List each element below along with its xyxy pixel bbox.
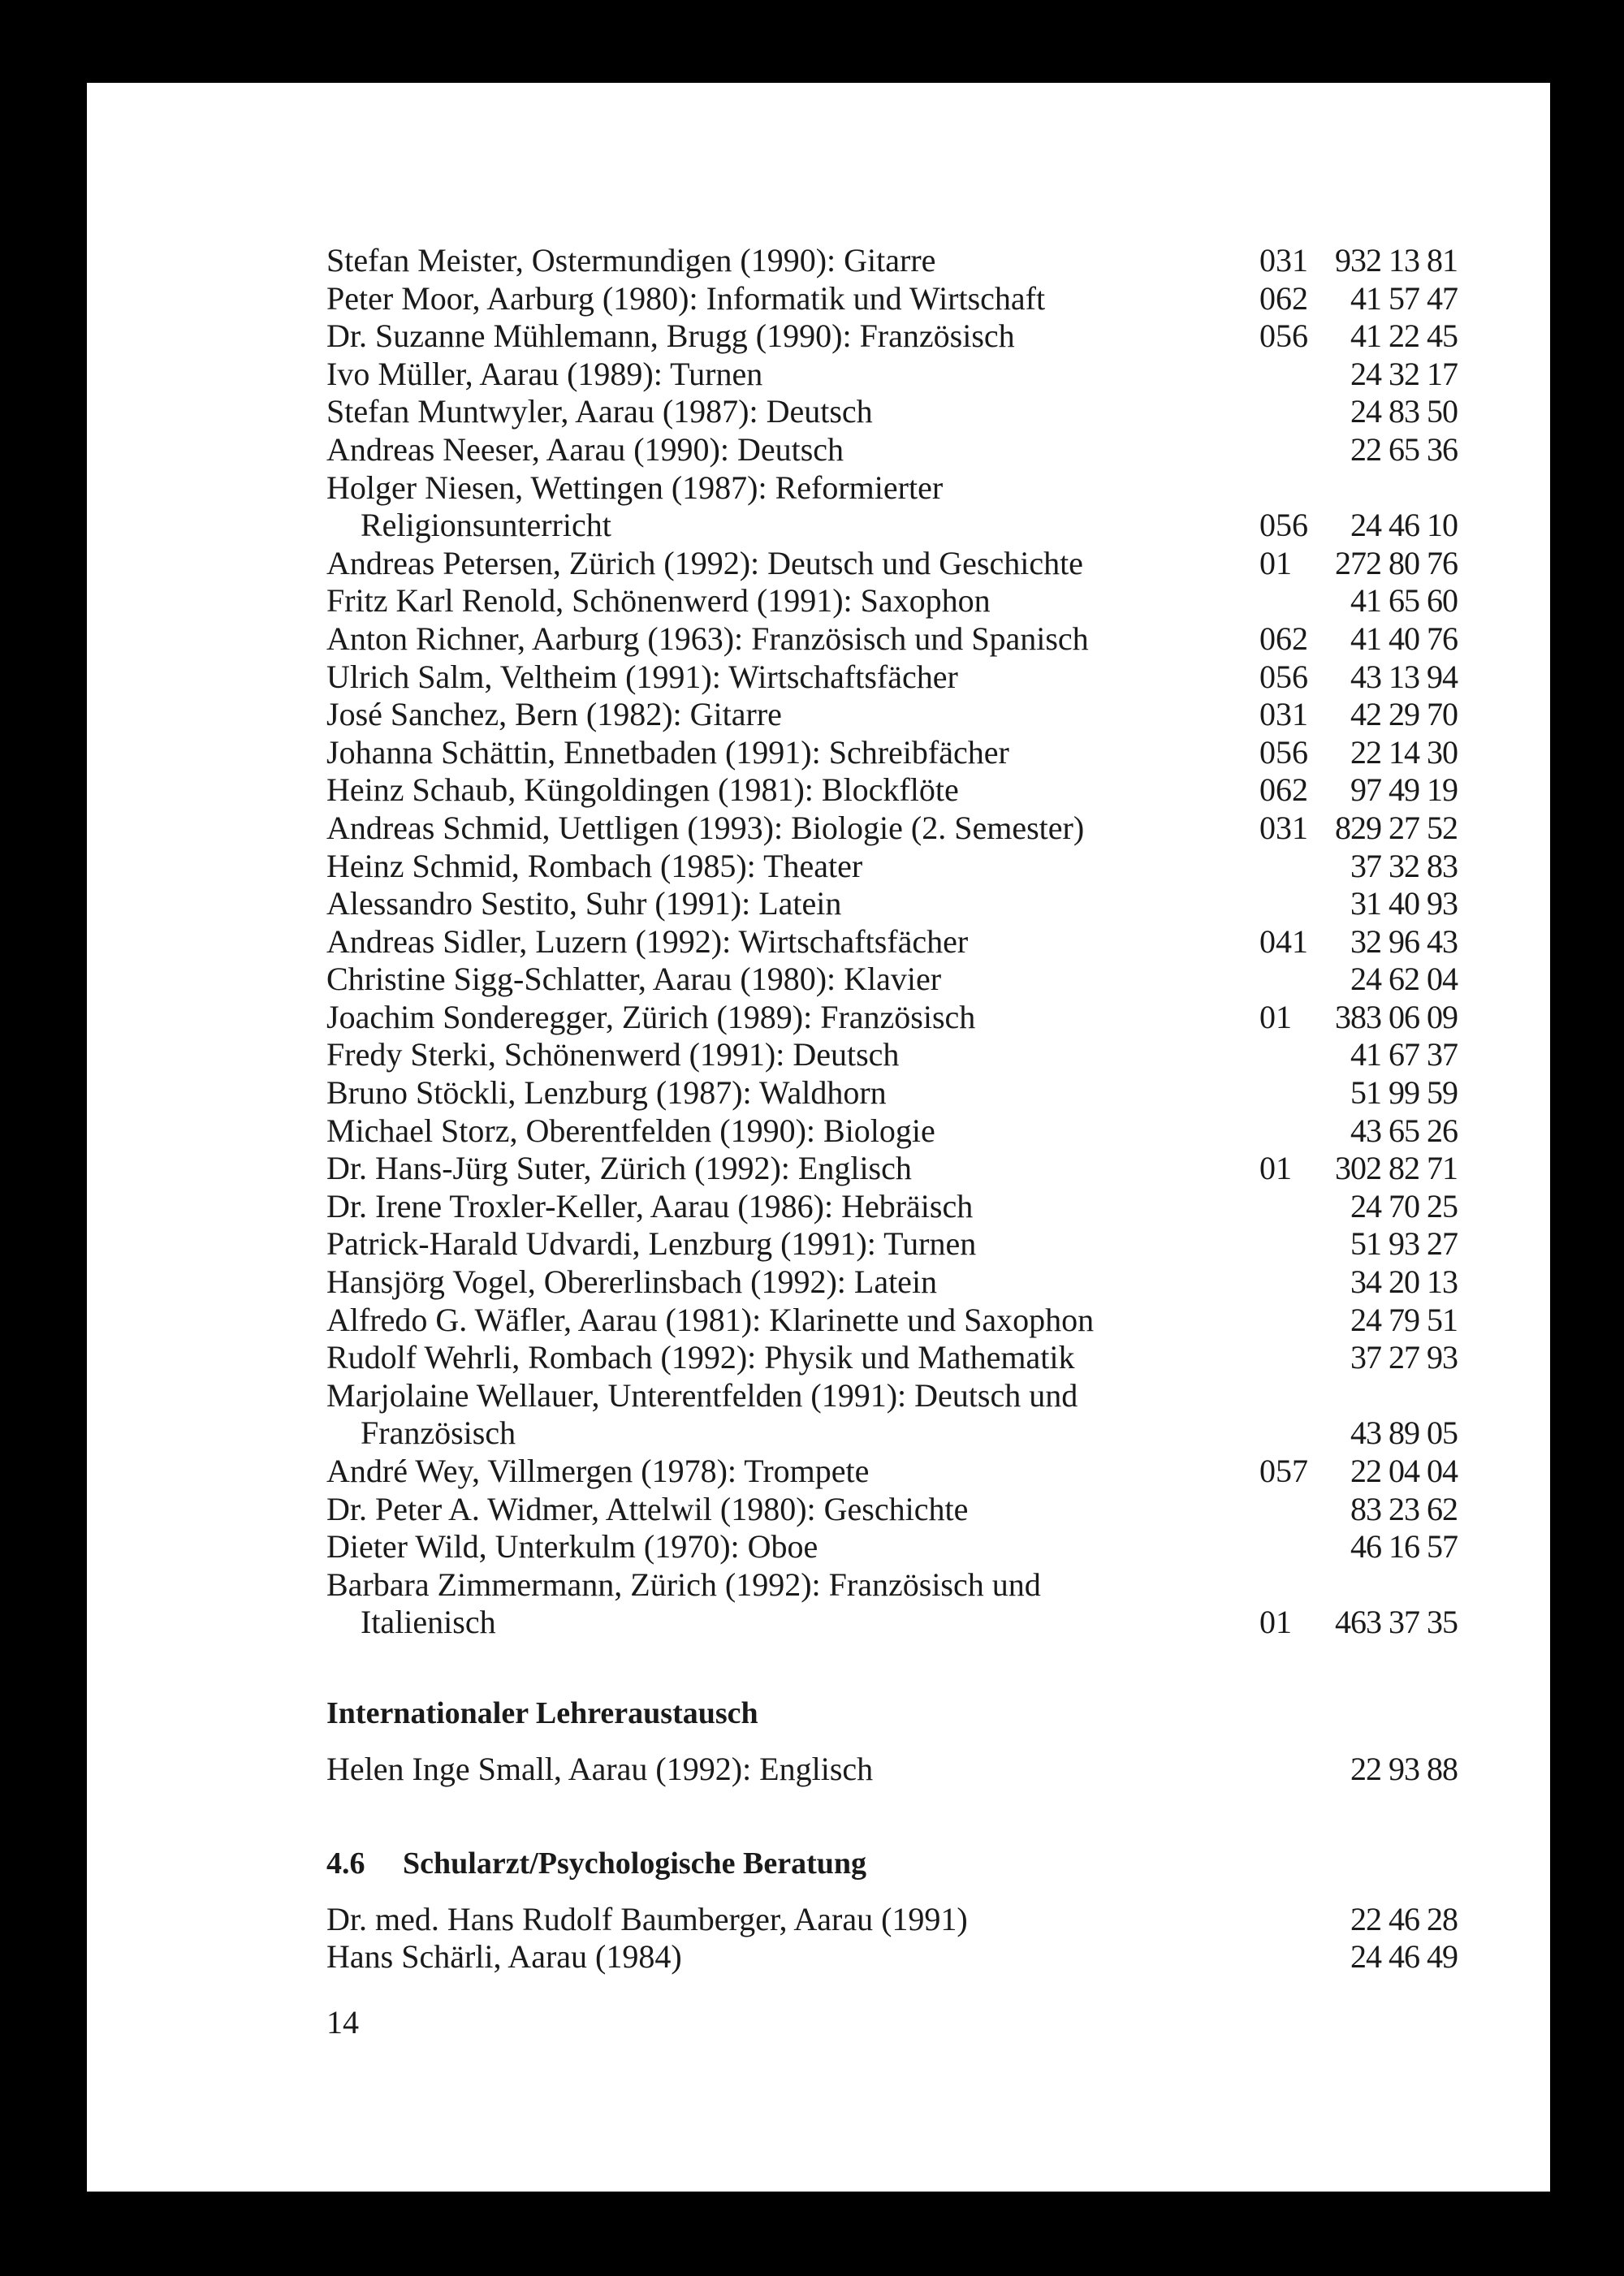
- list-entry: [326, 961, 1463, 999]
- entry-text: Dr. Peter A. Widmer, Attelwil (1980): Geschichte: [326, 1490, 969, 1527]
- phone-number: 41 22 45: [1350, 317, 1458, 355]
- list-entry: [326, 1263, 1463, 1302]
- entry-text: André Wey, Villmergen (1978): Trompete: [326, 1453, 870, 1489]
- section-number: 4.6: [326, 1846, 365, 1881]
- section-heading-exchange: Internationaler Lehreraustausch: [326, 1695, 758, 1730]
- entry-text: Dr. med. Hans Rudolf Baumberger, Aarau (1991): [326, 1900, 968, 1937]
- list-entry: [326, 582, 1463, 620]
- entry-text: Dr. Hans-Jürg Suter, Zürich (1992): Englisch: [326, 1150, 912, 1187]
- list-entry-continuation: [326, 1414, 1463, 1453]
- area-code: 062: [1259, 771, 1308, 809]
- entry-text-continuation: Französisch: [361, 1414, 516, 1452]
- phone-number: 43 89 05: [1350, 1414, 1458, 1452]
- area-code: 01: [1259, 1604, 1292, 1641]
- entry-text: Dr. Irene Troxler-Keller, Aarau (1986): Hebräisch: [326, 1187, 974, 1224]
- area-code: 01: [1259, 544, 1292, 581]
- list-entry: [326, 1566, 1463, 1604]
- list-entry: [326, 659, 1463, 697]
- phone-number: 302 82 71: [1335, 1150, 1458, 1187]
- entry-text: Andreas Neeser, Aarau (1990): Deutsch: [326, 430, 844, 468]
- phone-number: 24 46 10: [1350, 507, 1458, 544]
- area-code: 031: [1259, 242, 1308, 279]
- list-entry: [326, 696, 1463, 734]
- phone-number: 51 93 27: [1350, 1225, 1458, 1263]
- phone-number: 37 27 93: [1350, 1339, 1458, 1376]
- entry-text: Fritz Karl Renold, Schönenwerd (1991): Saxophon: [326, 582, 991, 620]
- list-entry: [326, 469, 1463, 507]
- phone-number: 24 62 04: [1350, 961, 1458, 998]
- entry-text: Marjolaine Wellauer, Unterentfelden (1991): Deutsch und: [326, 1376, 1078, 1414]
- phone-number: 43 13 94: [1350, 658, 1458, 695]
- entry-text: Andreas Sidler, Luzern (1992): Wirtschaftsfächer: [326, 922, 969, 960]
- entry-text: Helen Inge Small, Aarau (1992): Englisch: [326, 1750, 874, 1787]
- exchange-list: [326, 1751, 1463, 1789]
- list-entry: [326, 1150, 1463, 1188]
- list-entry: [326, 885, 1463, 923]
- entry-text: Barbara Zimmermann, Zürich (1992): Französisch und: [326, 1566, 1041, 1603]
- entry-text: Ulrich Salm, Veltheim (1991): Wirtschaftsfächer: [326, 658, 958, 695]
- list-entry: [326, 393, 1463, 431]
- phone-number: 46 16 57: [1350, 1528, 1458, 1566]
- phone-number: 41 57 47: [1350, 279, 1458, 317]
- area-code: 01: [1259, 1150, 1292, 1187]
- area-code: 041: [1259, 922, 1308, 960]
- school-doctor-list: [326, 1901, 1463, 1976]
- entry-text-continuation: Italienisch: [361, 1604, 496, 1641]
- phone-number: 32 96 43: [1350, 922, 1458, 960]
- list-entry: [326, 1938, 1463, 1976]
- list-entry: [326, 242, 1463, 280]
- list-entry: [326, 1528, 1463, 1566]
- list-entry: [326, 1751, 1463, 1789]
- list-entry: [326, 999, 1463, 1037]
- phone-number: 272 80 76: [1335, 544, 1458, 581]
- section-heading-4-6: [326, 1845, 1463, 1883]
- phone-number: 829 27 52: [1335, 809, 1458, 846]
- document-page: [87, 83, 1550, 2192]
- phone-number: 34 20 13: [1350, 1263, 1458, 1301]
- entry-text: Patrick-Harald Udvardi, Lenzburg (1991): Turnen: [326, 1225, 977, 1263]
- list-entry: [326, 431, 1463, 469]
- list-entry: [326, 1074, 1463, 1112]
- entry-text: Anton Richner, Aarburg (1963): Französisch und Spanisch: [326, 620, 1089, 657]
- entry-text: Heinz Schaub, Küngoldingen (1981): Blockflöte: [326, 771, 959, 809]
- phone-number: 31 40 93: [1350, 885, 1458, 922]
- phone-number: 24 70 25: [1350, 1187, 1458, 1224]
- entry-text: Rudolf Wehrli, Rombach (1992): Physik und Mathematik: [326, 1339, 1075, 1376]
- area-code: 056: [1259, 733, 1308, 771]
- phone-number: 42 29 70: [1350, 696, 1458, 733]
- area-code: 057: [1259, 1453, 1308, 1489]
- entry-text: Bruno Stöckli, Lenzburg (1987): Waldhorn: [326, 1074, 887, 1112]
- list-entry: [326, 545, 1463, 583]
- entry-text: Ivo Müller, Aarau (1989): Turnen: [326, 355, 763, 392]
- phone-number: 932 13 81: [1335, 242, 1458, 279]
- phone-number: 41 67 37: [1350, 1036, 1458, 1073]
- area-code: 056: [1259, 317, 1308, 355]
- entry-text: Peter Moor, Aarburg (1980): Informatik und Wirtschaft: [326, 279, 1046, 317]
- phone-number: 97 49 19: [1350, 771, 1458, 809]
- area-code: 062: [1259, 279, 1308, 317]
- list-entry: [326, 1453, 1463, 1491]
- list-entry: [326, 1302, 1463, 1340]
- entry-text: Dieter Wild, Unterkulm (1970): Oboe: [326, 1528, 818, 1566]
- list-entry: [326, 620, 1463, 659]
- phone-number: 22 46 28: [1350, 1900, 1458, 1937]
- entry-text: Christine Sigg-Schlatter, Aarau (1980): Klavier: [326, 961, 942, 998]
- list-entry: [326, 1491, 1463, 1529]
- area-code: 062: [1259, 620, 1308, 657]
- list-entry: [326, 923, 1463, 961]
- section-title: Schularzt/Psychologische Beratung: [403, 1846, 867, 1881]
- phone-number: 24 32 17: [1350, 355, 1458, 392]
- area-code: 031: [1259, 696, 1308, 733]
- entry-text: Andreas Schmid, Uettligen (1993): Biologie (2. Semester): [326, 809, 1085, 846]
- entry-text: Hansjörg Vogel, Obererlinsbach (1992): Latein: [326, 1263, 938, 1301]
- entry-text: José Sanchez, Bern (1982): Gitarre: [326, 696, 782, 733]
- entry-text: Michael Storz, Oberentfelden (1990): Biologie: [326, 1112, 935, 1149]
- phone-number: 37 32 83: [1350, 847, 1458, 884]
- phone-number: 51 99 59: [1350, 1074, 1458, 1112]
- phone-number: 41 65 60: [1350, 582, 1458, 620]
- entry-text: Stefan Meister, Ostermundigen (1990): Gitarre: [326, 242, 936, 279]
- phone-number: 24 79 51: [1350, 1301, 1458, 1338]
- phone-number: 463 37 35: [1335, 1604, 1458, 1641]
- list-entry-continuation: [326, 1604, 1463, 1642]
- phone-number: 24 83 50: [1350, 393, 1458, 430]
- phone-number: 383 06 09: [1335, 998, 1458, 1035]
- area-code: 056: [1259, 507, 1308, 544]
- entry-text: Joachim Sonderegger, Zürich (1989): Französisch: [326, 998, 976, 1035]
- phone-number: 22 93 88: [1350, 1750, 1458, 1787]
- teacher-list: [326, 242, 1463, 1642]
- area-code: 056: [1259, 658, 1308, 695]
- entry-text: Dr. Suzanne Mühlemann, Brugg (1990): Französisch: [326, 317, 1015, 355]
- list-entry: [326, 771, 1463, 810]
- entry-text-continuation: Religionsunterricht: [361, 507, 611, 544]
- entry-text: Alfredo G. Wäfler, Aarau (1981): Klarinette und Saxophon: [326, 1301, 1095, 1338]
- list-entry: [326, 317, 1463, 356]
- list-entry-continuation: [326, 507, 1463, 545]
- list-entry: [326, 1377, 1463, 1415]
- page-number: 14: [326, 2004, 359, 2041]
- entry-text: Fredy Sterki, Schönenwerd (1991): Deutsch: [326, 1036, 900, 1073]
- list-entry: [326, 810, 1463, 848]
- entry-text: Heinz Schmid, Rombach (1985): Theater: [326, 847, 863, 884]
- phone-number: 22 04 04: [1350, 1453, 1458, 1489]
- list-entry: [326, 280, 1463, 318]
- area-code: 031: [1259, 809, 1308, 846]
- phone-number: 43 65 26: [1350, 1112, 1458, 1149]
- list-entry: [326, 848, 1463, 886]
- entry-text: Johanna Schättin, Ennetbaden (1991): Schreibfächer: [326, 733, 1009, 771]
- list-entry: [326, 1112, 1463, 1151]
- phone-number: 83 23 62: [1350, 1490, 1458, 1527]
- list-entry: [326, 1225, 1463, 1263]
- list-entry: [326, 356, 1463, 394]
- phone-number: 41 40 76: [1350, 620, 1458, 657]
- page-content: [326, 242, 1463, 1976]
- entry-text: Holger Niesen, Wettingen (1987): Reformierter: [326, 469, 944, 506]
- entry-text: Stefan Muntwyler, Aarau (1987): Deutsch: [326, 393, 873, 430]
- list-entry: [326, 734, 1463, 772]
- list-entry: [326, 1339, 1463, 1377]
- area-code: 01: [1259, 998, 1292, 1035]
- list-entry: [326, 1188, 1463, 1226]
- phone-number: 22 14 30: [1350, 733, 1458, 771]
- phone-number: 24 46 49: [1350, 1938, 1458, 1976]
- entry-text: Alessandro Sestito, Suhr (1991): Latein: [326, 885, 842, 922]
- phone-number: 22 65 36: [1350, 430, 1458, 468]
- list-entry: [326, 1901, 1463, 1939]
- entry-text: Andreas Petersen, Zürich (1992): Deutsch und Geschichte: [326, 544, 1083, 581]
- entry-text: Hans Schärli, Aarau (1984): [326, 1938, 682, 1976]
- list-entry: [326, 1036, 1463, 1074]
